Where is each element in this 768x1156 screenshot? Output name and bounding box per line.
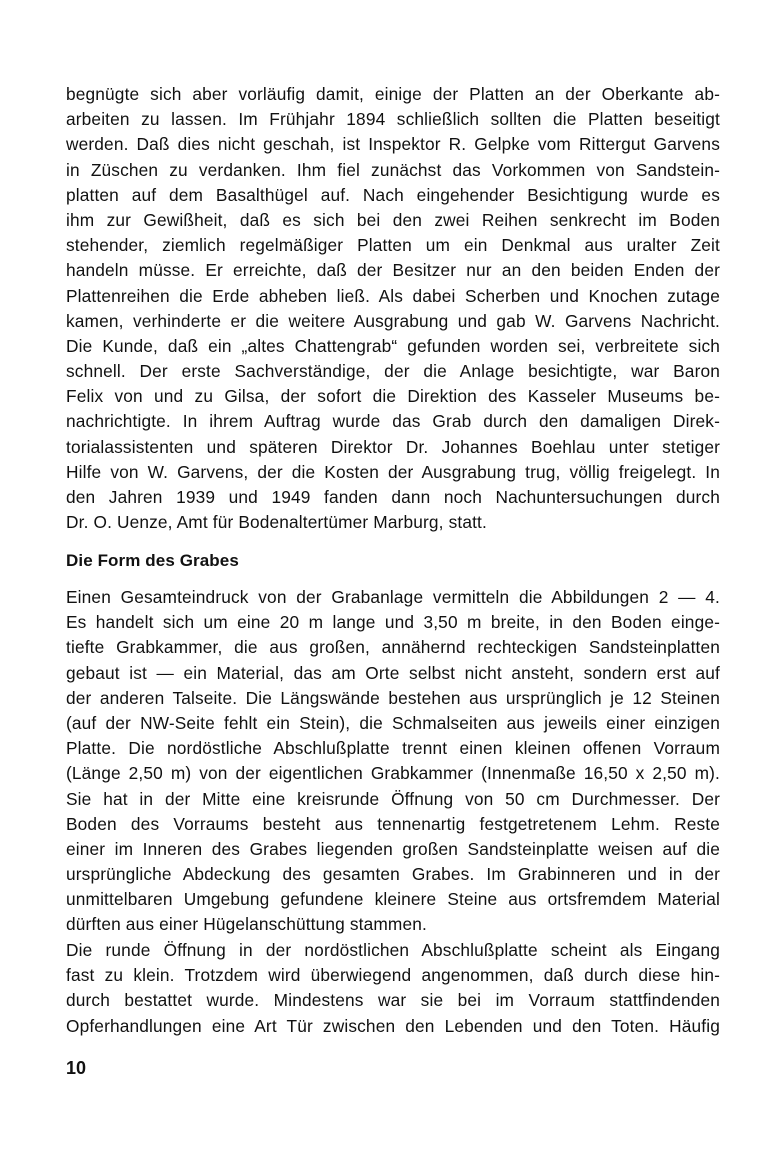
page-number: 10	[66, 1058, 87, 1078]
paragraph-grave-form	[66, 585, 720, 938]
text-line: den Jahren 1939 und 1949 fanden dann noch Nachuntersuchungen durch	[66, 487, 720, 507]
text-line: Platte. Die nordöstliche Abschlußplatte trennt einen kleinen offenen Vorraum	[66, 738, 720, 759]
text-line: platten auf dem Basalthügel auf. Nach eingehender Besichtigung wurde es	[66, 184, 720, 205]
text-line: Hilfe von W. Garvens, der die Kosten der Ausgrabung trug, völlig freigelegt. In	[66, 461, 720, 482]
paragraph-history	[66, 82, 720, 535]
text-line: Boden des Vorraums besteht aus tennenartig festgetretenem Lehm. Reste	[66, 813, 720, 834]
text-line: in Züschen zu verdanken. Ihm fiel zunächst das Vorkommen von Sandstein-	[66, 159, 720, 180]
text-line: Dr. O. Uenze, Amt für Bodenaltertümer Marburg, statt.	[66, 512, 487, 533]
text-line: Es handelt sich um eine 20 m lange und 3,50 m breite, in den Boden einge-	[66, 612, 720, 633]
text-line: schnell. Der erste Sachverständige, der die Anlage besichtigte, war Baron	[66, 361, 720, 382]
text-line: gebaut ist — ein Material, das am Orte selbst nicht ansteht, sondern erst auf	[66, 662, 720, 683]
text-line: (auf der NW-Seite fehlt ein Stein), die Schmalseiten aus jeweils einer einzigen	[66, 712, 720, 733]
text-line: dürften aus einer Hügelanschüttung stammen.	[66, 914, 427, 935]
text-line: tiefte Grabkammer, die aus großen, annähernd rechteckigen Sandsteinplatten	[66, 637, 720, 658]
text-line: Die runde Öffnung in der nordöstlichen Abschlußplatte scheint als Eingang	[66, 940, 720, 960]
text-line: arbeiten zu lassen. Im Frühjahr 1894 schließlich sollten die Platten beseitigt	[66, 109, 720, 130]
text-line: Plattenreihen die Erde abheben ließ. Als dabei Scherben und Knochen zutage	[66, 285, 720, 306]
text-line: stehender, ziemlich regelmäßiger Platten um ein Denkmal aus uralter Zeit	[66, 235, 720, 256]
text-line: unmittelbaren Umgebung gefundene kleinere Steine aus ortsfremdem Material	[66, 889, 720, 910]
text-line: Sie hat in der Mitte eine kreisrunde Öffnung von 50 cm Durchmesser. Der	[66, 788, 720, 809]
text-line: ihm zur Gewißheit, daß es sich bei den zwei Reihen senkrecht im Boden	[66, 209, 720, 230]
text-line: der anderen Talseite. Die Längswände bestehen aus ursprünglich je 12 Steinen	[66, 687, 720, 708]
text-line: handeln müsse. Er erreichte, daß der Besitzer nur an den beiden Enden der	[66, 260, 720, 281]
text-line: Die Kunde, daß ein „altes Chattengrab“ gefunden worden sei, verbreitete sich	[66, 335, 720, 356]
text-line: Opferhandlungen eine Art Tür zwischen den Lebenden und den Toten. Häufig	[66, 1015, 720, 1036]
text-line: Felix von und zu Gilsa, der sofort die Direktion des Kasseler Museums be-	[66, 386, 720, 407]
text-line: (Länge 2,50 m) von der eigentlichen Grabkammer (Innenmaße 16,50 x 2,50 m).	[66, 763, 720, 784]
text-line: durch bestattet wurde. Mindestens war sie bei im Vorraum stattfindenden	[66, 990, 720, 1011]
text-line: Einen Gesamteindruck von der Grabanlage vermitteln die Abbildungen 2 — 4.	[66, 587, 720, 607]
text-line: einer im Inneren des Grabes liegenden großen Sandsteinplatte weisen auf die	[66, 838, 720, 859]
text-line: kamen, verhinderte er die weitere Ausgrabung und gab W. Garvens Nachricht.	[66, 310, 720, 331]
section-heading: Die Form des Grabes	[66, 551, 239, 570]
text-line: werden. Daß dies nicht geschah, ist Inspektor R. Gelpke vom Rittergut Garvens	[66, 134, 720, 155]
text-line: nachrichtigte. In ihrem Auftrag wurde das Grab durch den damaligen Direk-	[66, 411, 720, 432]
text-line: ursprüngliche Abdeckung des gesamten Grabes. Im Grabinneren und in der	[66, 864, 720, 885]
text-line: fast zu klein. Trotzdem wird überwiegend angenommen, daß durch diese hin-	[66, 965, 720, 986]
paragraph-opening	[66, 938, 720, 1039]
text-line: torialassistenten und späteren Direktor Dr. Johannes Boehlau unter stetiger	[66, 436, 720, 457]
text-line: begnügte sich aber vorläufig damit, einige der Platten an der Oberkante ab-	[66, 84, 720, 104]
